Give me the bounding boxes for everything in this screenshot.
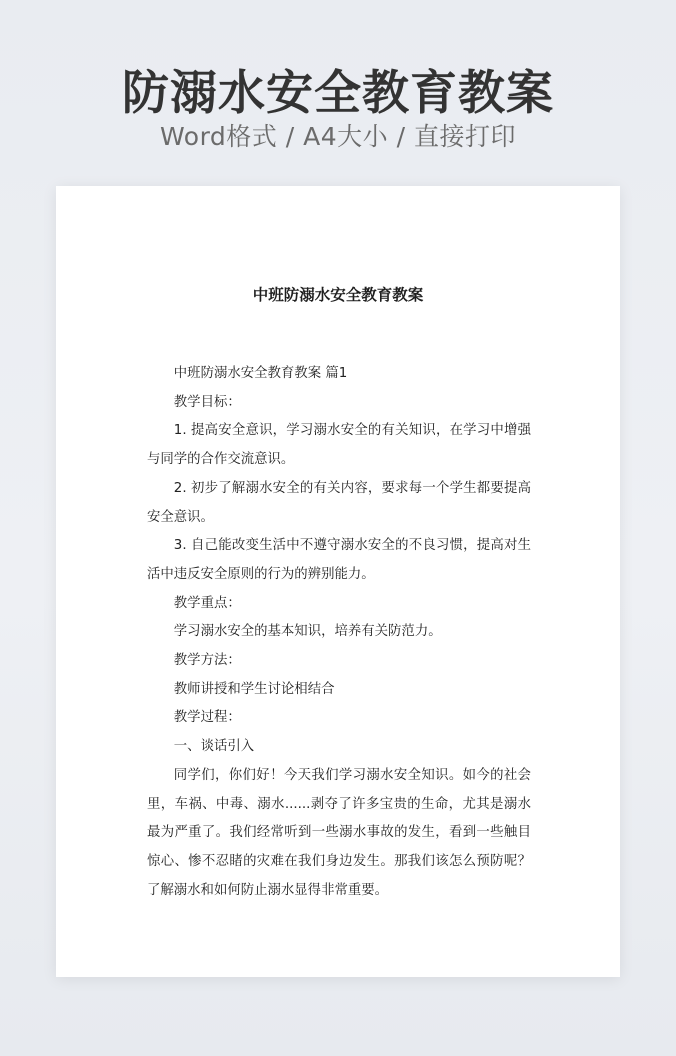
document-title: 中班防溺水安全教育教案	[252, 286, 424, 304]
document-paragraph: 3. 自己能改变生活中不遵守溺水安全的不良习惯，提高对生活中违反安全原则的行为的辨别能力。	[147, 538, 531, 582]
document-paragraph: 1. 提高安全意识，学习溺水安全的有关知识，在学习中增强与同学的合作交流意识。	[147, 423, 531, 468]
document-paragraph: 教学过程：	[173, 710, 241, 726]
document-paragraph: 学习溺水安全的基本知识，培养有关防范力。	[173, 624, 442, 640]
document-paragraph: 教学重点：	[173, 595, 241, 611]
document-paragraph: 教师讲授和学生讨论相结合	[173, 681, 335, 697]
document-paragraph: 中班防溺水安全教育教案 篇1	[173, 366, 348, 381]
document-paragraph: 一、谈话引入	[173, 739, 255, 755]
banner-subtitle: Word格式 / A4大小 / 直接打印	[160, 122, 516, 151]
header-banner	[0, 0, 676, 170]
document-paragraph: 同学们，你们好！今天我们学习溺水安全知识。如今的社会里，车祸、中毒、溺水......剥夺了许多宝贵的生命，尤其是溺水最为严重了。我们经常听到一些溺水事故的发生，看到一些触目惊心、惨不忍睹的灾难在我们身边发生。那我们该怎么预防呢？了解溺水和如何防止溺水显得非常重要。	[147, 767, 531, 898]
document-paragraph: 2. 初步了解溺水安全的有关内容，要求每一个学生都要提高安全意识。	[147, 480, 531, 525]
document-paragraph: 教学目标：	[173, 394, 241, 410]
document-paragraph: 教学方法：	[173, 653, 241, 669]
banner-title: 防溺水安全教育教案	[122, 66, 554, 121]
document-body	[147, 360, 531, 905]
